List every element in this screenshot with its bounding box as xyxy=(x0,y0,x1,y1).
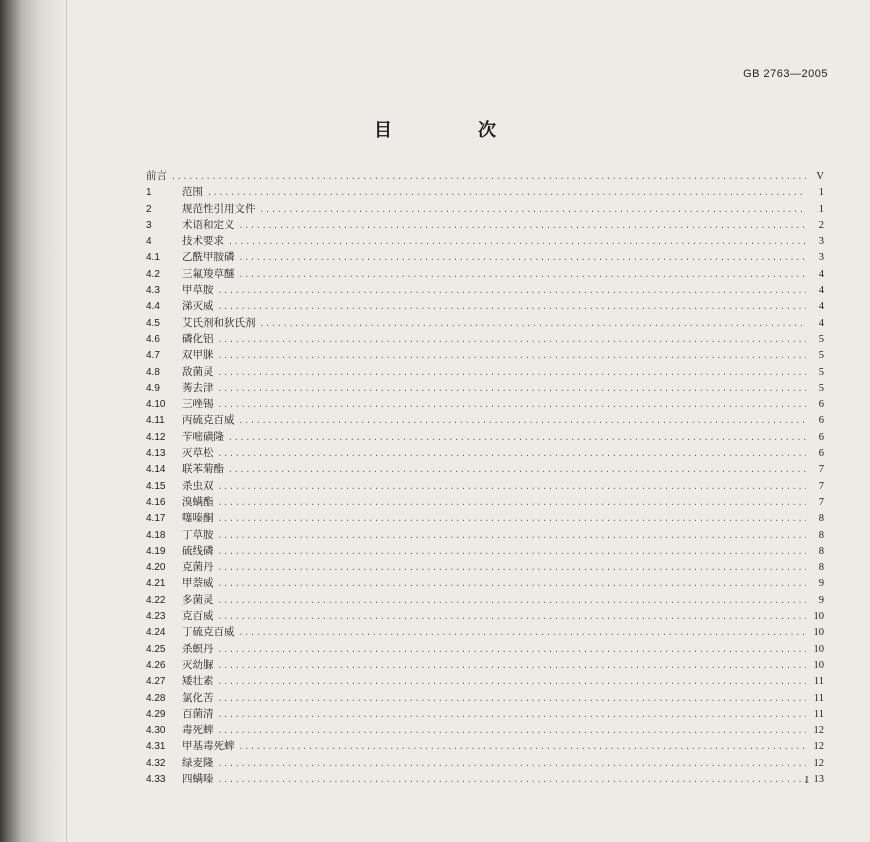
toc-entry xyxy=(146,331,824,347)
toc-leader-dots xyxy=(218,727,807,736)
toc-entry-title: 术语和定义 xyxy=(182,218,235,231)
toc-leader-dots xyxy=(218,336,807,345)
toc-leader-dots xyxy=(207,189,806,198)
toc-entry xyxy=(146,690,824,706)
toc-entry-page: 4 xyxy=(818,317,824,329)
toc-entry-title: 灭幼脲 xyxy=(182,658,214,671)
toc-entry-page: 1 xyxy=(818,187,824,199)
toc-entry-number: 4.17 xyxy=(146,513,166,525)
toc-leader-dots xyxy=(218,597,807,606)
toc-entry-title: 丁草胺 xyxy=(182,528,214,541)
toc-entry-page: 12 xyxy=(813,725,824,737)
toc-entry-page: 7 xyxy=(818,496,824,508)
toc-entry-number: 4.2 xyxy=(146,268,160,280)
toc-entry xyxy=(146,543,824,559)
toc-leader-dots xyxy=(218,548,807,557)
toc-entry-page: 8 xyxy=(818,562,824,574)
toc-entry-number: 4.4 xyxy=(146,301,160,313)
toc-entry-number: 4.18 xyxy=(146,529,166,541)
toc-entry xyxy=(146,657,824,673)
toc-leader-dots xyxy=(218,303,807,312)
toc-entry xyxy=(146,380,824,396)
toc-entry-title: 丙硫克百威 xyxy=(182,414,235,427)
toc-entry xyxy=(146,249,824,265)
toc-entry xyxy=(146,282,824,298)
toc-leader-dots xyxy=(239,417,807,426)
toc-entry-title: 敌菌灵 xyxy=(182,365,214,378)
toc-entry-number: 4.25 xyxy=(146,643,166,655)
toc-entry xyxy=(146,298,824,314)
toc-entry-title: 溴螨酯 xyxy=(182,495,214,508)
toc-entry-title: 多菌灵 xyxy=(182,593,214,606)
toc-entry-number: 4.28 xyxy=(146,692,166,704)
toc-leader-dots xyxy=(218,711,807,720)
toc-entry-number: 4.30 xyxy=(146,725,166,737)
toc-entry-page: 6 xyxy=(818,448,824,460)
toc-entry xyxy=(146,641,824,657)
toc-entry-title: 前言 xyxy=(146,170,167,182)
toc-leader-dots xyxy=(239,254,807,263)
toc-entry xyxy=(146,412,824,428)
toc-entry-page: 11 xyxy=(813,708,824,720)
toc-entry-title: 甲萘威 xyxy=(182,577,214,590)
toc-leader-dots xyxy=(218,352,807,361)
toc-entry-page: 9 xyxy=(818,594,824,606)
toc-entry-title: 噻嗪酮 xyxy=(182,512,214,525)
toc-entry-page: 5 xyxy=(818,350,824,362)
toc-entry-page: 5 xyxy=(818,333,824,345)
toc-entry-page: 6 xyxy=(818,431,824,443)
toc-entry-number: 4.31 xyxy=(146,741,166,753)
toc-entry-title: 四螨嗪 xyxy=(182,772,214,785)
toc-entry-number: 4.6 xyxy=(146,333,160,345)
toc-leader-dots xyxy=(218,646,807,655)
toc-entry-title: 技术要求 xyxy=(182,235,224,248)
toc-entry-title: 三唑锡 xyxy=(182,398,214,411)
toc-entry-number: 4.13 xyxy=(146,448,166,460)
toc-entry-page: 3 xyxy=(818,236,824,248)
toc-entry-title: 范围 xyxy=(182,186,203,199)
toc-leader-dots xyxy=(228,466,806,475)
toc-leader-dots xyxy=(239,743,807,752)
toc-leader-dots xyxy=(218,613,807,622)
toc-entry-title: 绿麦隆 xyxy=(182,756,214,769)
toc-entry-number: 4.23 xyxy=(146,611,166,623)
toc-entry xyxy=(146,461,824,477)
page-number: 1 xyxy=(804,774,810,786)
toc-entry-page: 3 xyxy=(818,252,824,264)
toc-leader-dots xyxy=(218,515,807,524)
toc-entry-page: 12 xyxy=(813,741,824,753)
toc-leader-dots xyxy=(218,580,807,589)
toc-entry xyxy=(146,429,824,445)
toc-entry-title: 莠去津 xyxy=(182,381,214,394)
toc-entry-page: 4 xyxy=(818,301,824,313)
toc-entry xyxy=(146,559,824,575)
toc-entry-number: 4.16 xyxy=(146,496,166,508)
toc-entry-number: 4.5 xyxy=(146,317,160,329)
toc-entry-title: 杀虫双 xyxy=(182,479,214,492)
toc-entry-number: 4.21 xyxy=(146,578,166,590)
toc-entry-page: 10 xyxy=(813,643,824,655)
toc-entry-number: 1 xyxy=(146,187,152,199)
toc-entry-title: 杀螟丹 xyxy=(182,642,214,655)
toc-leader-dots xyxy=(218,483,807,492)
toc-entry-page: 8 xyxy=(818,545,824,557)
toc-entry-number: 4.8 xyxy=(146,366,160,378)
toc-leader-dots xyxy=(239,629,807,638)
toc-entry-page: 10 xyxy=(813,627,824,639)
toc-entry-title: 涕灭威 xyxy=(182,300,214,313)
toc-entry-number: 4.14 xyxy=(146,464,166,476)
toc-entry-page: V xyxy=(816,171,824,182)
toc-entry-title: 矮壮素 xyxy=(182,675,214,688)
toc-entry-page: 6 xyxy=(818,399,824,411)
toc-entry xyxy=(146,347,824,363)
toc-entry-page: 11 xyxy=(813,692,824,704)
toc-leader-dots xyxy=(228,238,806,247)
toc-entry-title: 克菌丹 xyxy=(182,561,214,574)
toc-entry xyxy=(146,494,824,510)
toc-entry-title: 三氟羧草醚 xyxy=(182,267,235,280)
toc-entry-title: 规范性引用文件 xyxy=(182,202,256,215)
toc-entry-number: 4.9 xyxy=(146,382,160,394)
toc-entry xyxy=(146,266,824,282)
toc-entry xyxy=(146,364,824,380)
toc-entry xyxy=(146,217,824,233)
toc-entry xyxy=(146,168,824,184)
toc-entry-page: 10 xyxy=(813,611,824,623)
toc-entry-number: 4.15 xyxy=(146,480,166,492)
toc-entry-page: 8 xyxy=(818,513,824,525)
toc-entry-number: 4.27 xyxy=(146,676,166,688)
toc-entry xyxy=(146,624,824,640)
table-of-contents xyxy=(146,168,824,787)
toc-entry xyxy=(146,755,824,771)
toc-leader-dots xyxy=(218,678,807,687)
toc-entry-number: 4.20 xyxy=(146,562,166,574)
toc-entry-page: 1 xyxy=(818,203,824,215)
toc-leader-dots xyxy=(218,695,807,704)
toc-entry-number: 4.33 xyxy=(146,773,166,785)
toc-leader-dots xyxy=(218,450,807,459)
toc-entry-number: 4.10 xyxy=(146,399,166,411)
toc-leader-dots xyxy=(218,532,807,541)
toc-entry xyxy=(146,575,824,591)
toc-entry-number: 4.29 xyxy=(146,708,166,720)
toc-entry xyxy=(146,592,824,608)
toc-entry-page: 10 xyxy=(813,659,824,671)
toc-leader-dots xyxy=(228,434,806,443)
toc-leader-dots xyxy=(239,271,807,280)
toc-leader-dots xyxy=(218,776,807,785)
toc-entry xyxy=(146,722,824,738)
toc-entry-title: 磷化铝 xyxy=(182,332,214,345)
toc-leader-dots xyxy=(171,173,806,182)
toc-entry-page: 4 xyxy=(818,268,824,280)
toc-entry-title: 甲基毒死蜱 xyxy=(182,740,235,753)
toc-entry xyxy=(146,396,824,412)
toc-entry xyxy=(146,201,824,217)
toc-entry-page: 4 xyxy=(818,285,824,297)
toc-leader-dots xyxy=(260,320,807,329)
toc-entry-number: 4.24 xyxy=(146,627,166,639)
toc-entry-title: 双甲脒 xyxy=(182,349,214,362)
toc-leader-dots xyxy=(218,662,807,671)
toc-entry-page: 6 xyxy=(818,415,824,427)
toc-entry-title: 苄嘧磺隆 xyxy=(182,430,224,443)
toc-entry-title: 毒死蜱 xyxy=(182,724,214,737)
toc-entry-title: 硫线磷 xyxy=(182,544,214,557)
toc-entry xyxy=(146,738,824,754)
toc-entry-page: 5 xyxy=(818,366,824,378)
toc-entry-title: 灭草松 xyxy=(182,447,214,460)
toc-entry-page: 7 xyxy=(818,464,824,476)
toc-entry-number: 4.32 xyxy=(146,757,166,769)
toc-entry xyxy=(146,445,824,461)
toc-entry-page: 2 xyxy=(818,219,824,231)
toc-entry xyxy=(146,315,824,331)
toc-leader-dots xyxy=(218,499,807,508)
toc-entry-title: 甲草胺 xyxy=(182,284,214,297)
toc-entry-title: 联苯菊酯 xyxy=(182,463,224,476)
toc-entry-title: 艾氏剂和狄氏剂 xyxy=(182,316,256,329)
toc-entry-number: 4.11 xyxy=(146,415,165,427)
toc-entry-page: 5 xyxy=(818,382,824,394)
toc-leader-dots xyxy=(218,369,807,378)
toc-entry-number: 3 xyxy=(146,219,152,231)
toc-entry-page: 13 xyxy=(813,773,824,785)
toc-entry-number: 4.7 xyxy=(146,350,160,362)
toc-entry-number: 4.1 xyxy=(146,252,160,264)
toc-entry-title: 乙酰甲胺磷 xyxy=(182,251,235,264)
toc-entry-number: 4.26 xyxy=(146,659,166,671)
toc-entry xyxy=(146,771,824,787)
toc-leader-dots xyxy=(260,206,807,215)
toc-entry-number: 4.3 xyxy=(146,285,160,297)
toc-entry xyxy=(146,706,824,722)
toc-entry xyxy=(146,478,824,494)
toc-entry-title: 丁硫克百威 xyxy=(182,626,235,639)
toc-entry-page: 8 xyxy=(818,529,824,541)
toc-entry-page: 7 xyxy=(818,480,824,492)
toc-leader-dots xyxy=(218,564,807,573)
toc-leader-dots xyxy=(239,222,807,231)
toc-entry xyxy=(146,184,824,200)
toc-leader-dots xyxy=(218,401,807,410)
toc-entry-number: 4.22 xyxy=(146,594,166,606)
toc-entry-number: 4.12 xyxy=(146,431,166,443)
toc-entry-number: 2 xyxy=(146,203,152,215)
toc-title: 目 次 xyxy=(374,120,530,141)
toc-entry-page: 9 xyxy=(818,578,824,590)
toc-leader-dots xyxy=(218,385,807,394)
toc-entry xyxy=(146,233,824,249)
standard-code: GB 2763—2005 xyxy=(743,68,828,80)
toc-entry xyxy=(146,510,824,526)
toc-leader-dots xyxy=(218,760,807,769)
toc-entry xyxy=(146,527,824,543)
toc-entry xyxy=(146,673,824,689)
toc-entry-title: 百菌清 xyxy=(182,707,214,720)
toc-entry-page: 12 xyxy=(813,757,824,769)
toc-entry-title: 氯化苦 xyxy=(182,691,214,704)
toc-entry-title: 克百威 xyxy=(182,610,214,623)
toc-entry-number: 4.19 xyxy=(146,545,166,557)
toc-entry xyxy=(146,608,824,624)
toc-leader-dots xyxy=(218,287,807,296)
toc-entry-page: 11 xyxy=(813,676,824,688)
toc-entry-number: 4 xyxy=(146,236,152,248)
